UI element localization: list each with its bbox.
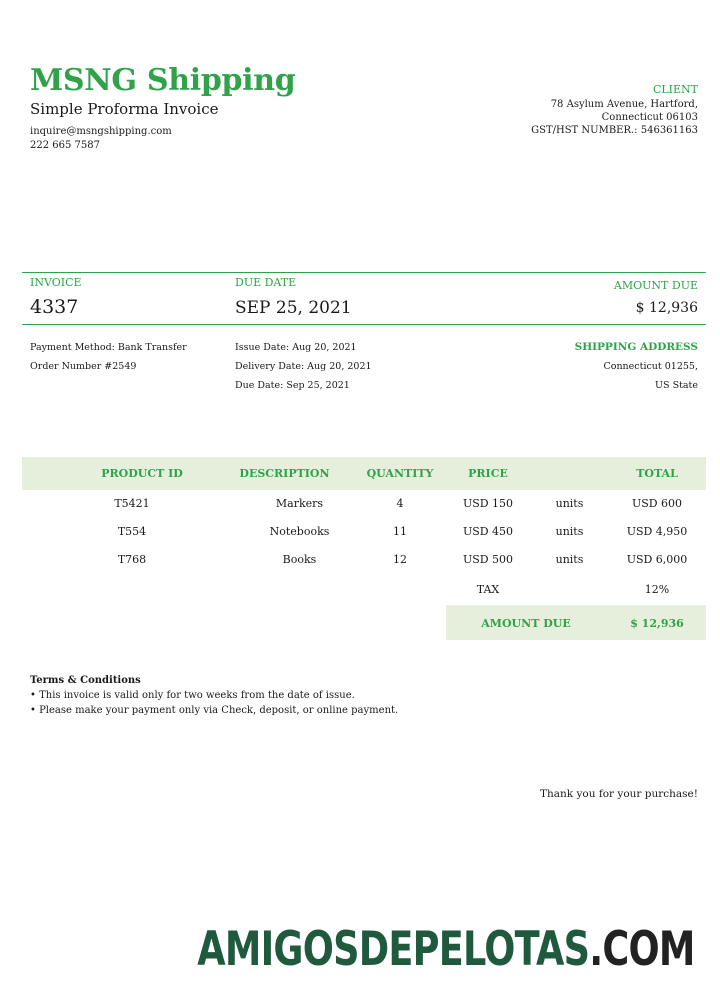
company-phone: 222 665 7587 [30,140,100,151]
header-quantity: QUANTITY [366,467,434,480]
cell-description: Markers [275,497,324,510]
header-total: TOTAL [636,467,678,480]
client-gst-number: GST/HST NUMBER.: 546361163 [531,125,698,136]
payment-method: Payment Method: Bank Transfer [30,342,187,353]
cell-total: USD 6,000 [626,553,688,566]
delivery-date: Delivery Date: Aug 20, 2021 [235,361,372,372]
document-subtitle: Simple Proforma Invoice [30,100,219,118]
issue-date: Issue Date: Aug 20, 2021 [235,342,357,353]
terms-line2: • Please make your payment only via Check, deposit, or online payment. [30,705,399,716]
watermark-main: AMIGOSDEPELOTAS [197,922,590,977]
tax-label: TAX [476,583,500,596]
header-price: PRICE [468,467,508,480]
cell-description: Notebooks [269,525,330,538]
client-address-line1: 78 Asylum Avenue, Hartford, [550,99,698,110]
cell-price: USD 450 [462,525,514,538]
invoice-label: INVOICE [30,276,82,289]
header-description: DESCRIPTION [239,467,330,480]
table-row [22,553,706,581]
amount-due-label: AMOUNT DUE [613,279,698,292]
due-date-value: SEP 25, 2021 [235,298,352,318]
company-name: MSNG Shipping [30,63,296,98]
watermark [198,922,695,977]
cell-quantity: 4 [396,497,404,510]
due-date: Due Date: Sep 25, 2021 [235,380,350,391]
payment-info [30,338,187,376]
cell-description: Books [282,553,317,566]
cell-total: USD 600 [631,497,683,510]
shipping-line2: US State [655,380,698,391]
cell-price: USD 150 [462,497,514,510]
summary-bottom-rule [22,324,706,325]
cell-unit: units [555,497,584,510]
cell-total: USD 4,950 [626,525,688,538]
cell-product-id: T5421 [114,497,150,510]
table-row [22,525,706,553]
due-date-label: DUE DATE [235,276,297,289]
invoice-number: 4337 [30,296,79,318]
order-number: Order Number #2549 [30,361,137,372]
cell-product-id: T554 [117,525,147,538]
cell-quantity: 11 [393,525,407,538]
amount-due-row [446,605,706,640]
shipping-address-label: SHIPPING ADDRESS [574,341,698,353]
table-row [22,497,706,525]
cell-unit: units [555,525,584,538]
thank-you-note: Thank you for your purchase! [539,788,698,800]
client-block [531,83,698,137]
cell-quantity: 12 [393,553,407,566]
table-header [22,457,706,490]
tax-row [22,583,706,603]
cell-product-id: T768 [117,553,147,566]
cell-price: USD 500 [462,553,514,566]
header-product-id: PRODUCT ID [101,467,183,480]
shipping-line1: Connecticut 01255, [603,361,698,372]
cell-unit: units [555,553,584,566]
amount-due-row-value: $ 12,936 [630,617,684,630]
shipping-address [575,338,698,395]
client-label: CLIENT [652,83,698,96]
terms-title: Terms & Conditions [30,675,141,686]
amount-due-row-label: AMOUNT DUE [481,617,571,630]
watermark-suffix: .COM [589,922,695,977]
client-address-line2: Connecticut 06103 [601,112,698,123]
dates-info [235,338,372,395]
amount-due-value: $ 12,936 [635,300,698,316]
terms-line1: • This invoice is valid only for two weeks from the date of issue. [30,690,355,701]
terms-block [30,673,398,718]
tax-value: 12% [644,583,670,596]
company-email: inquire@msngshipping.com [30,126,172,137]
summary-top-rule [22,272,706,273]
